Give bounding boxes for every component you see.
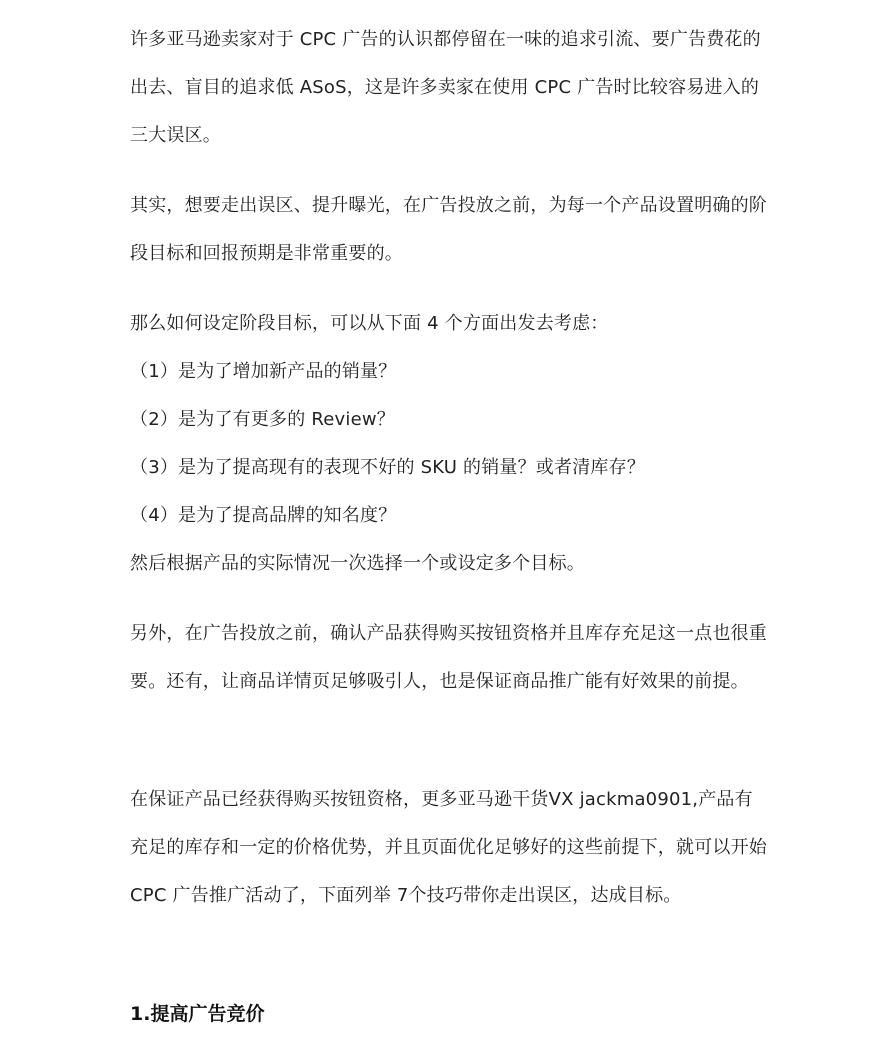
goal-list [130,348,770,540]
list-item: （2）是为了有更多的 Review？ [130,409,395,430]
buy-box-paragraph: 另外，在广告投放之前，确认产品获得购买按钮资格并且库存充足这一点也很重要。还有，让商品详情页足够吸引人，也是保证商品推广能有好效果的前提。 [130,623,767,692]
article-body [130,0,770,1038]
list-item: （3）是为了提高现有的表现不好的 SKU 的销量？或者清库存？ [130,457,646,478]
goal-aspects-intro: 那么如何设定阶段目标，可以从下面 4 个方面出发去考虑： [130,313,609,334]
list-item: （1）是为了增加新产品的销量？ [130,361,397,382]
prerequisites-paragraph: 在保证产品已经获得购买按钮资格，更多亚马逊干货VX jackma0901,产品有充足的库存和一定的价格优势，并且页面优化足够好的这些前提下，就可以开始 CPC 广告推广活动了，下面列举 7个技巧带你走出误区，达成目标。 [130,789,767,906]
goal-setting-paragraph: 其实，想要走出误区、提升曝光，在广告投放之前，为每一个产品设置明确的阶段目标和回报预期是非常重要的。 [130,195,767,264]
list-item: （4）是为了提高品牌的知名度？ [130,505,397,526]
intro-paragraph: 许多亚马逊卖家对于 CPC 广告的认识都停留在一味的追求引流、要广告费花的出去、盲目的追求低 ASoS，这是许多卖家在使用 CPC 广告时比较容易进入的三大误区。 [130,29,761,146]
section-heading: 1.提高广告竞价 [130,1003,265,1025]
goal-selection-paragraph: 然后根据产品的实际情况一次选择一个或设定多个目标。 [130,553,585,574]
